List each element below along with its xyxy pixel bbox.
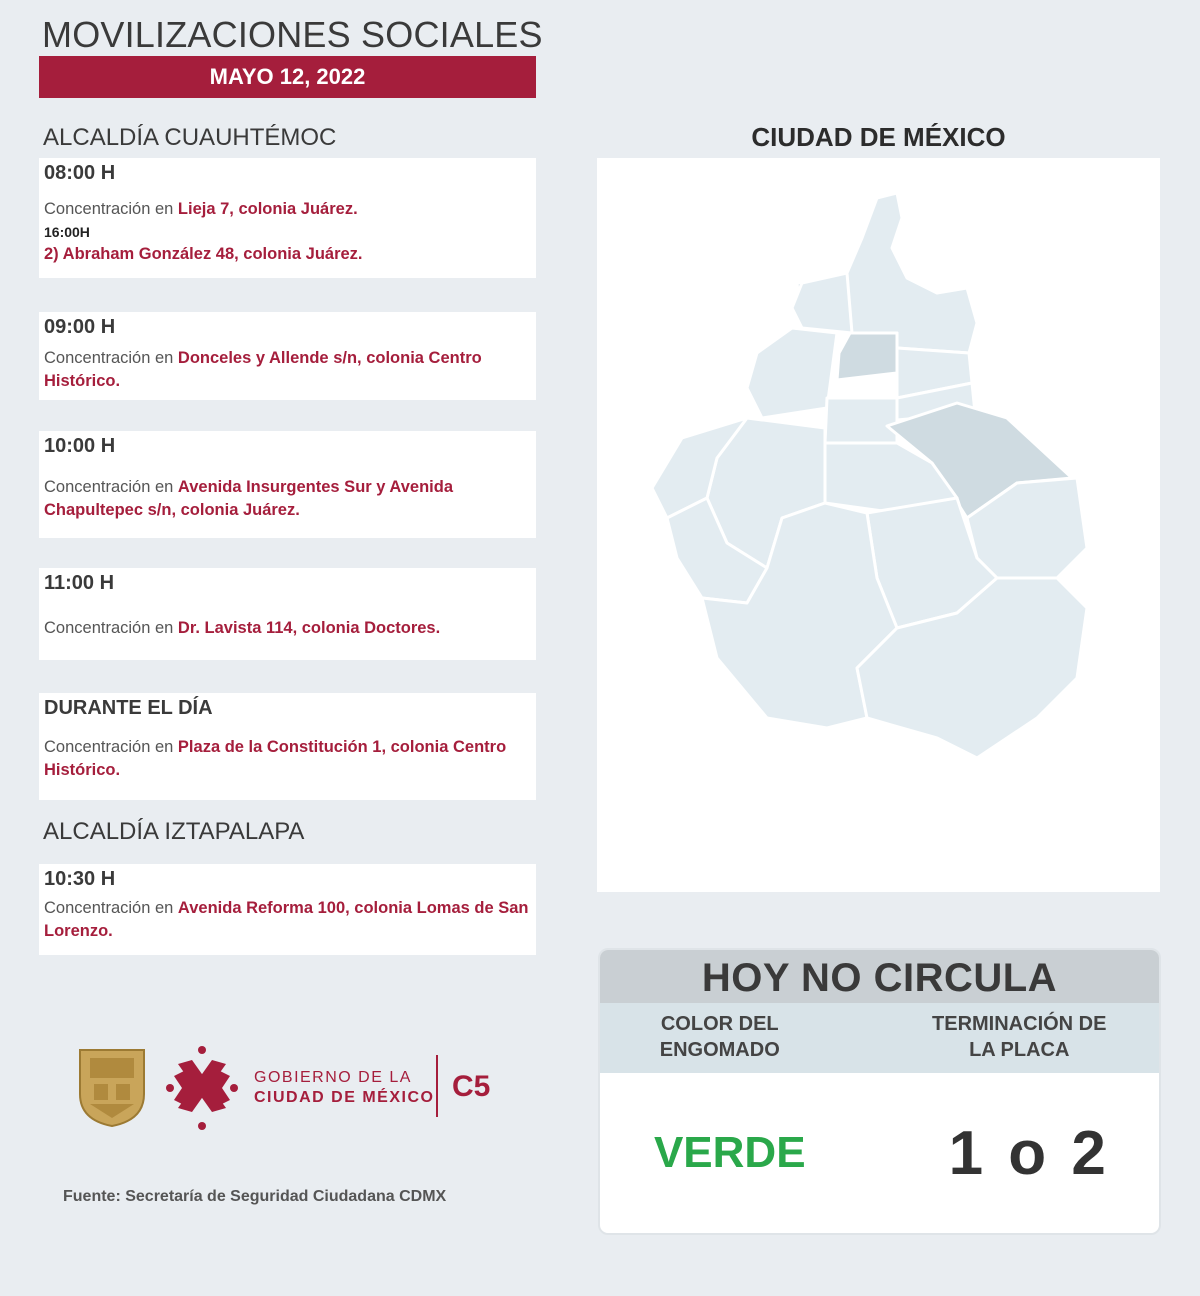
- event-description: [44, 347, 530, 393]
- event-time: 11:00 H: [44, 572, 115, 594]
- event-card: [39, 431, 536, 538]
- section-heading-iztapalapa: ALCALDÍA IZTAPALAPA: [43, 818, 305, 845]
- event-time: 10:30 H: [44, 868, 116, 890]
- event-time: DURANTE EL DÍA: [44, 697, 213, 719]
- color-value: VERDE: [653, 1128, 806, 1177]
- page-title: MOVILIZACIONES SOCIALES: [42, 14, 543, 55]
- map-region-miguel-hidalgo: [747, 328, 837, 418]
- hoy-no-circula-panel: [598, 948, 1161, 1235]
- event-prefix: Concentración en: [44, 349, 178, 367]
- event-description: [44, 198, 530, 221]
- event-prefix: Concentración en: [44, 738, 178, 756]
- section-heading-cuauhtemoc: ALCALDÍA CUAUHTÉMOC: [43, 124, 337, 151]
- plate-label: TERMINACIÓN DE LA PLACA: [932, 1013, 1107, 1061]
- map-region-benito-juarez: [825, 398, 897, 443]
- event-card: [39, 158, 536, 278]
- cdmx-map: [597, 158, 1160, 892]
- hoy-no-circula-title: HOY NO CIRCULA: [600, 950, 1159, 1003]
- logo-divider: [436, 1055, 438, 1117]
- event-card: [39, 693, 536, 800]
- event-address: Plaza de la Constitución 1, colonia Centro Histórico.: [44, 738, 507, 779]
- gov-line-1: GOBIERNO DE LA: [254, 1069, 412, 1086]
- event-prefix: Concentración en: [44, 899, 178, 917]
- color-label: COLOR DEL ENGOMADO: [659, 1013, 780, 1061]
- map-title: CIUDAD DE MÉXICO: [751, 122, 1006, 152]
- hoy-no-circula-labels: [600, 1003, 1159, 1073]
- event-extra-time: 16:00H: [44, 224, 90, 240]
- event-prefix: Concentración en: [44, 478, 178, 496]
- event-extra-prefix: 2): [44, 245, 63, 263]
- gov-line-2: CIUDAD DE MÉXICO: [254, 1089, 435, 1106]
- event-card: [39, 864, 536, 955]
- event-description: [44, 476, 530, 522]
- date-banner: [39, 56, 536, 98]
- map-region-cuauhtemoc: [837, 333, 897, 380]
- event-time: 09:00 H: [44, 316, 116, 338]
- hoy-no-circula-values: [600, 1073, 1159, 1233]
- event-extra-description: [44, 243, 530, 266]
- event-extra-address: Abraham González 48, colonia Juárez.: [62, 245, 363, 263]
- c5-logo-text: C5: [452, 1070, 491, 1103]
- plate-value: 1 o 2: [948, 1118, 1110, 1188]
- event-address: Avenida Reforma 100, colonia Lomas de San Lorenzo.: [44, 899, 529, 940]
- cdmx-shield-logo: [80, 1050, 144, 1126]
- event-address: Avenida Insurgentes Sur y Avenida Chapultepec s/n, colonia Juárez.: [44, 478, 453, 519]
- event-card: [39, 568, 536, 660]
- gobierno-cdmx-text: [254, 1068, 434, 1108]
- event-description: [44, 897, 530, 943]
- event-prefix: Concentración en: [44, 619, 178, 637]
- source-note: Fuente: Secretaría de Seguridad Ciudadana CDMX: [63, 1188, 447, 1205]
- event-description: [44, 617, 530, 640]
- date-text: MAYO 12, 2022: [209, 64, 366, 89]
- map-region-azcapotzalco: [792, 273, 852, 333]
- event-card: [39, 312, 536, 400]
- event-prefix: Concentración en: [44, 200, 178, 218]
- event-address: Donceles y Allende s/n, colonia Centro Histórico.: [44, 349, 482, 390]
- event-time: 08:00 H: [44, 162, 116, 184]
- event-description: [44, 736, 530, 782]
- map-panel: [597, 158, 1160, 892]
- event-time: 10:00 H: [44, 435, 116, 457]
- gobierno-cdmx-emblem: [166, 1046, 238, 1130]
- event-address: Lieja 7, colonia Juárez.: [177, 200, 358, 218]
- event-address: Dr. Lavista 114, colonia Doctores.: [177, 619, 441, 637]
